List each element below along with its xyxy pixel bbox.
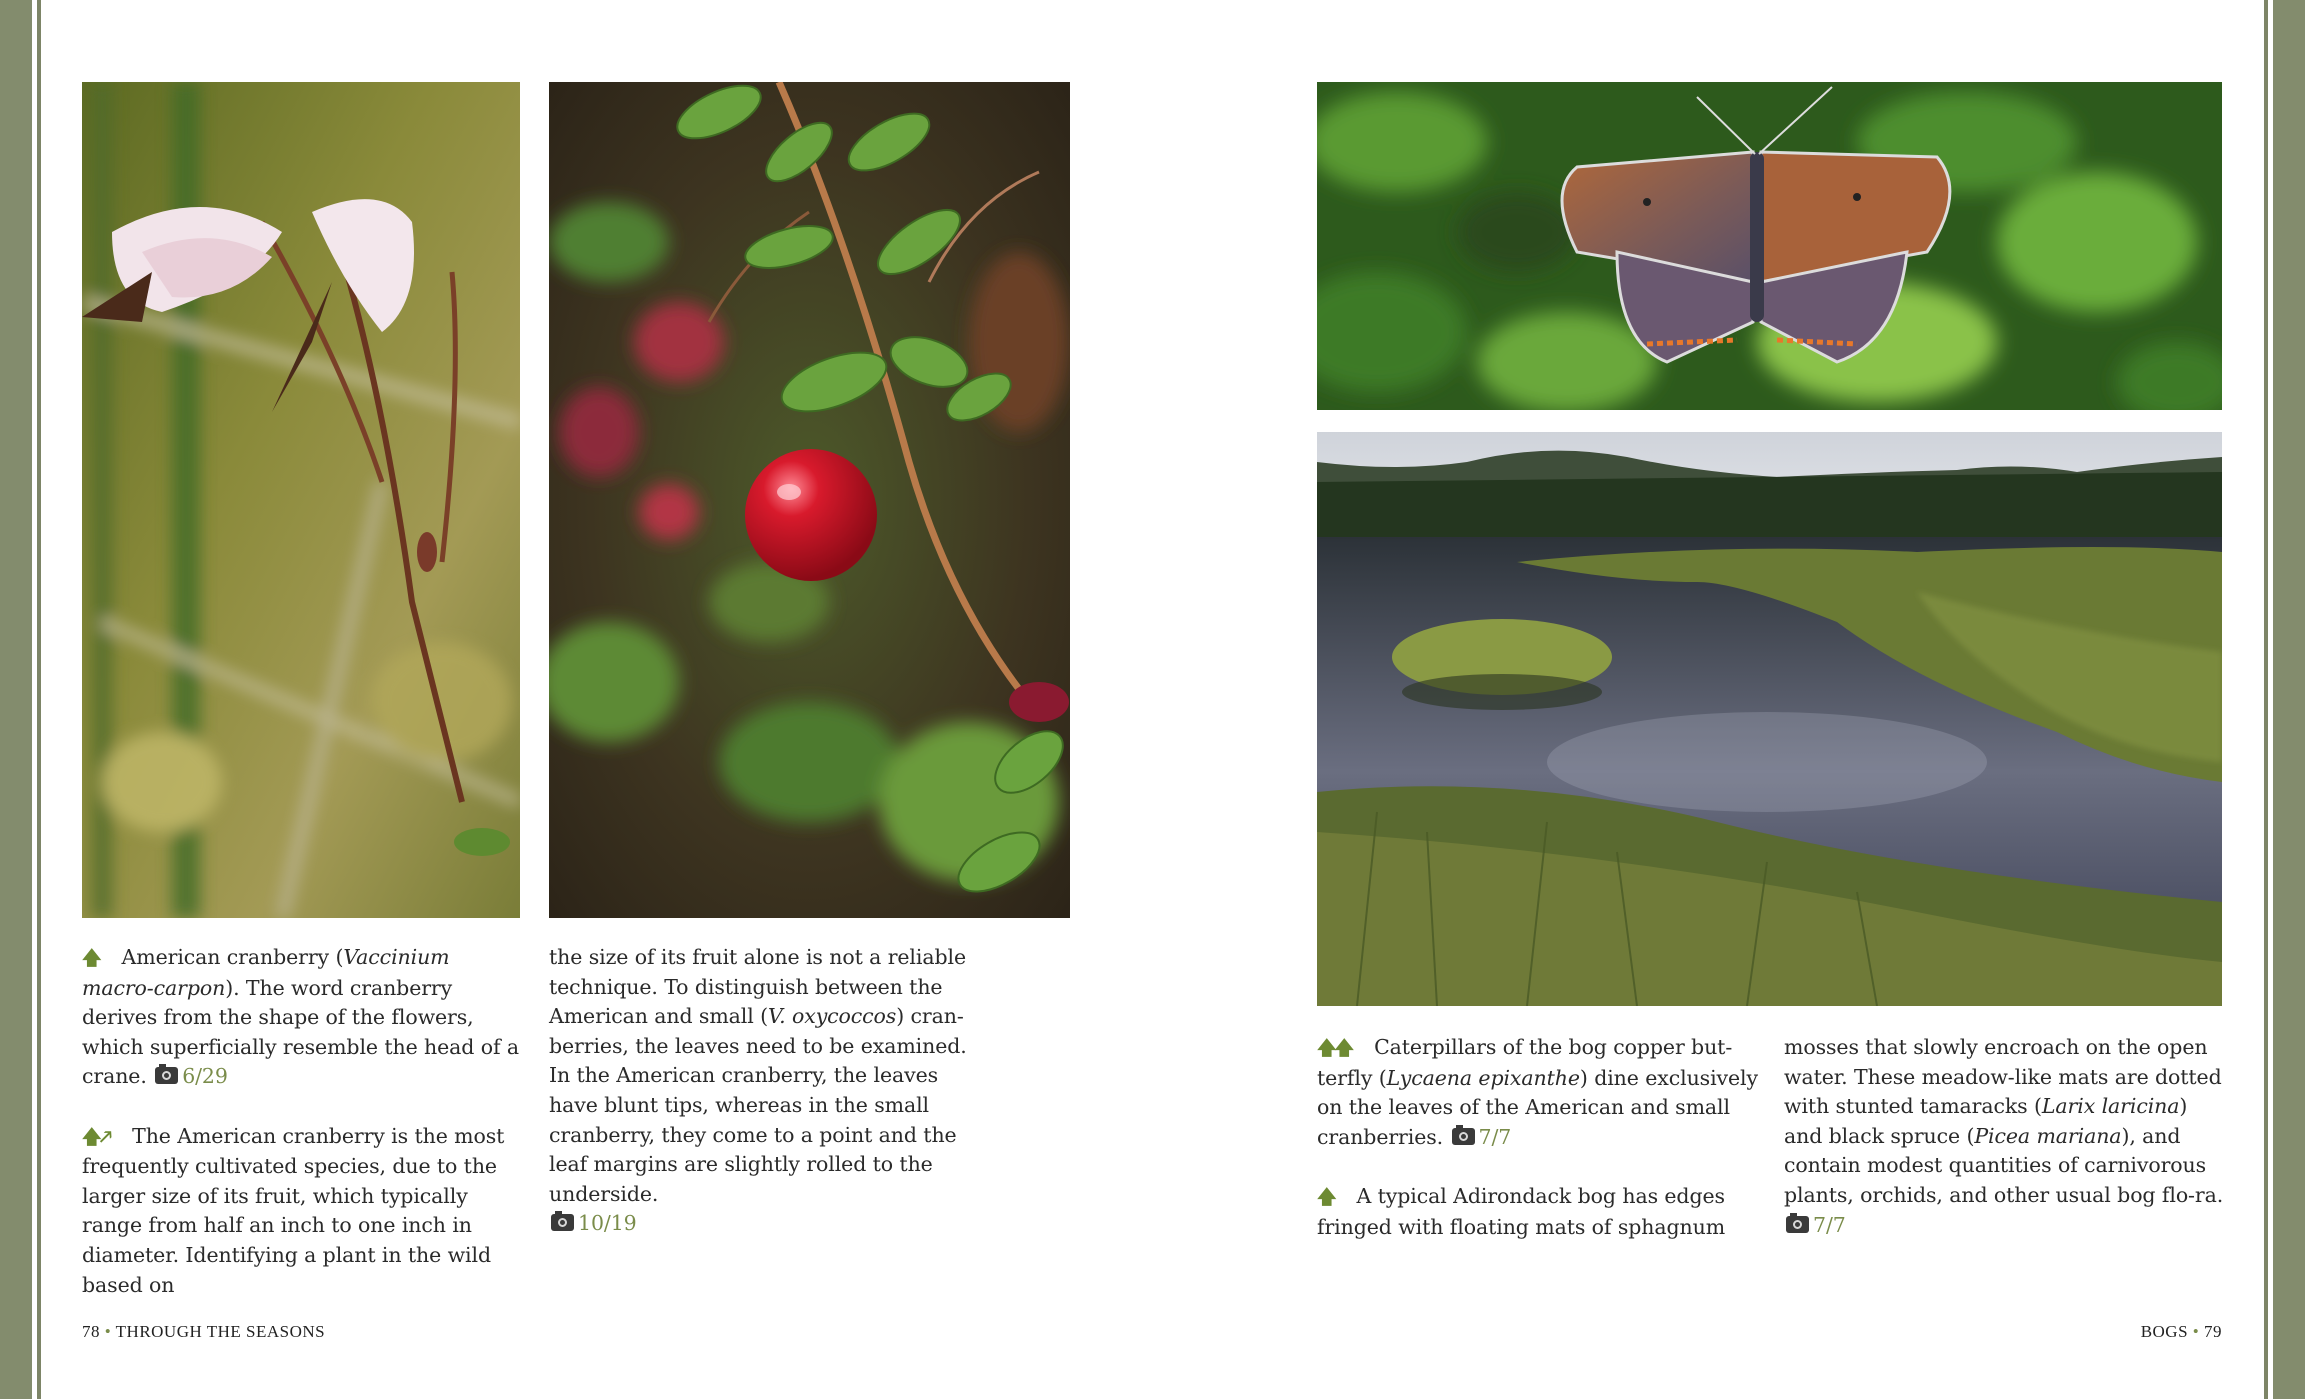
camera-icon xyxy=(1452,1128,1475,1145)
caption-left-col1: 🡅 American cranberry (Vaccinium macro-carpon). The word cranberry derives from the shape of the flowers, which superficially resemble the head of a crane. 6/29 🡅🡕 The American cranberry is the most frequently cultivated species, due to the larger size of its fruit, which typically range from half an inch to one inch in diameter. Identifying a plant in the wild based on xyxy=(82,945,520,1297)
species-name: Lycaena epixanthe xyxy=(1386,1065,1580,1090)
camera-icon xyxy=(551,1214,574,1231)
photo-date: 7/7 xyxy=(1478,1124,1512,1149)
page-number: 79 xyxy=(2204,1322,2222,1341)
running-head: BOGS xyxy=(2140,1322,2189,1341)
species-name: Picea mariana xyxy=(1974,1123,2122,1148)
photo-date: 6/29 xyxy=(182,1064,228,1089)
arrow-up-icon: 🡅 xyxy=(82,947,100,969)
arrow-up-upright-icon: 🡅🡕 xyxy=(82,1125,111,1148)
page-number: 78 xyxy=(82,1322,100,1341)
camera-icon xyxy=(155,1067,178,1084)
right-border-rule xyxy=(2264,0,2268,1399)
footer-left xyxy=(82,1322,325,1342)
caption-right-col2: mosses that slowly encroach on the open water. These meadow-like mats are dotted with stunted tamaracks (Larix laricina) and black spruce (Picea mariana), and contain modest quantities of carnivorous plants, orchids, and other usual bog flo-ra. 7/7 xyxy=(1784,1035,2224,1237)
separator: • xyxy=(2192,1322,2200,1341)
running-head: THROUGH THE SEASONS xyxy=(115,1322,326,1341)
photo-adirondack-bog xyxy=(1317,432,2222,1006)
caption-right-col1: 🡅🡅 Caterpillars of the bog copper but-terfly (Lycaena epixanthe) dine exclusively on the leaves of the American and small cranberries. 7/7 🡅 A typical Adirondack bog has edges fringed with floating mats of sphagnum xyxy=(1317,1035,1758,1239)
photo-cranberry-fruit xyxy=(549,82,1070,918)
species-name: V. oxycoccos xyxy=(768,1004,897,1029)
species-name: Vaccinium macro-carpon xyxy=(82,945,450,1000)
left-border-rule xyxy=(37,0,41,1399)
photo-cranberry-flowers xyxy=(82,82,520,918)
arrow-up-icon: 🡅 xyxy=(1317,1185,1335,1208)
right-border-band xyxy=(2273,0,2305,1399)
caption-left-col2: the size of its fruit alone is not a reliable technique. To distinguish between the American and small (V. oxycoccos) cran-berries, the leaves need to be examined. In the American cranberry, the leaves have blunt tips, whereas in the small cranberry, they come to a point and the leaf margins are slightly rolled to the underside. 10/19 xyxy=(549,945,967,1236)
photo-date: 10/19 xyxy=(578,1211,637,1236)
photo-date: 7/7 xyxy=(1813,1212,1846,1237)
photo-bog-copper-butterfly xyxy=(1317,82,2222,410)
arrow-up-up-icon: 🡅🡅 xyxy=(1317,1037,1353,1059)
species-name: Larix laricina xyxy=(2041,1094,2180,1119)
footer-right xyxy=(2141,1322,2222,1342)
separator: • xyxy=(104,1322,112,1341)
camera-icon xyxy=(1786,1216,1809,1233)
left-border-band xyxy=(0,0,32,1399)
